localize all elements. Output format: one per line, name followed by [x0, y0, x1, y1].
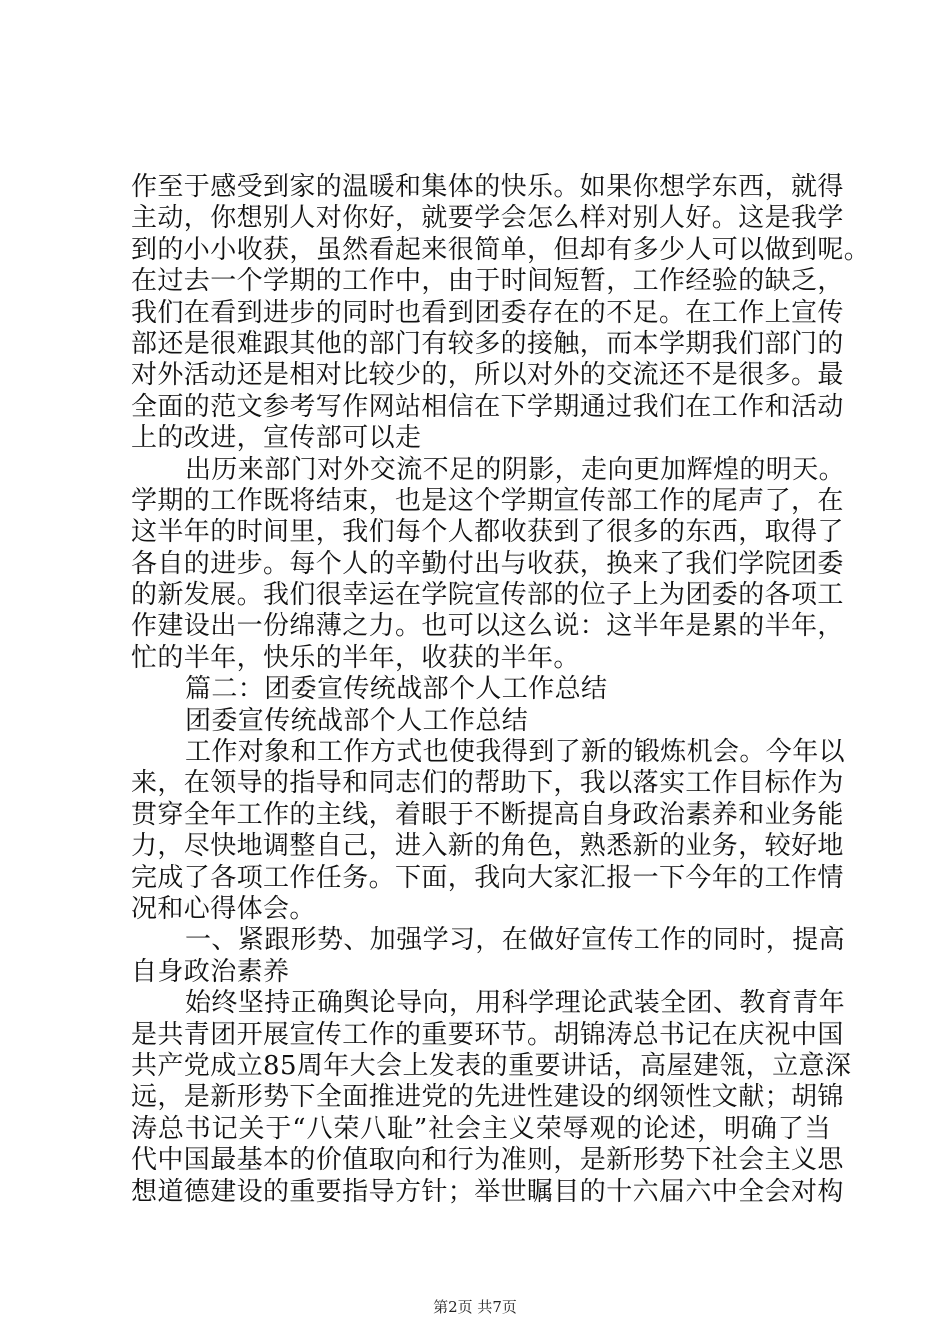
page-number-indicator: 第2页 共7页: [433, 1298, 517, 1316]
text-line: 工作对象和工作方式也使我得到了新的锻炼机会。今年以: [185, 737, 846, 768]
text-line: 在过去一个学期的工作中，由于时间短暂，工作经验的缺乏，: [131, 266, 844, 297]
text-line: 作至于感受到家的温暖和集体的快乐。如果你想学东西，就得: [131, 172, 844, 202]
text-line: 贯穿全年工作的主线，着眼于不断提高自身政治素养和业务能: [131, 799, 844, 830]
text-line: 忙的半年，快乐的半年，收获的半年。: [131, 642, 580, 673]
text-line: 完成了各项工作任务。下面，我向大家汇报一下今年的工作情: [131, 862, 844, 893]
text-line: 自身政治素养: [131, 956, 290, 987]
text-line: 这半年的时间里，我们每个人都收获到了很多的东西，取得了: [131, 517, 844, 548]
text-line: 对外活动还是相对比较少的，所以对外的交流还不是很多。最: [131, 360, 844, 391]
text-line: 作建设出一份绵薄之力。也可以这么说：这半年是累的半年，: [131, 611, 844, 642]
text-line: 来，在领导的指导和同志们的帮助下，我以落实工作目标作为: [131, 768, 844, 799]
text-line: 力，尽快地调整自己，进入新的角色，熟悉新的业务，较好地: [131, 831, 844, 862]
text-line: 远，是新形势下全面推进党的先进性建设的纲领性文献；胡锦: [131, 1082, 844, 1113]
text-line: 部还是很难跟其他的部门有较多的接触，而本学期我们部门的: [131, 328, 844, 359]
text-line: 的新发展。我们很幸运在学院宣传部的位子上为团委的各项工: [131, 580, 844, 611]
text-line: 共产党成立85周年大会上发表的重要讲话，高屋建瓴，立意深: [131, 1050, 852, 1081]
text-line: 况和心得体会。: [131, 893, 316, 924]
text-line: 一、紧跟形势、加强学习，在做好宣传工作的同时，提高: [185, 925, 846, 956]
text-line: 出历来部门对外交流不足的阴影，走向更加辉煌的明天。: [185, 454, 846, 485]
text-line: 团委宣传统战部个人工作总结: [185, 705, 529, 736]
text-line: 想道德建设的重要指导方针；举世瞩目的十六届六中全会对构: [131, 1176, 844, 1207]
page-footer: [0, 1298, 950, 1316]
text-line: 到的小小收获，虽然看起来很简单，但却有多少人可以做到呢。: [131, 234, 871, 265]
text-line: 我们在看到进步的同时也看到团委存在的不足。在工作上宣传: [131, 297, 844, 328]
text-line: 各自的进步。每个人的辛勤付出与收获，换来了我们学院团委: [131, 548, 844, 579]
text-line: 上的改进，宣传部可以走: [131, 423, 422, 454]
text-line: 代中国最基本的价值取向和行为准则，是新形势下社会主义思: [131, 1145, 844, 1176]
text-line: 全面的范文参考写作网站相信在下学期通过我们在工作和活动: [131, 391, 844, 422]
text-line: 篇二：团委宣传统战部个人工作总结: [185, 674, 608, 705]
text-line: 学期的工作既将结束，也是这个学期宣传部工作的尾声了，在: [131, 485, 844, 516]
text-line: 涛总书记关于“八荣八耻”社会主义荣辱观的论述，明确了当: [131, 1113, 831, 1144]
document-body: [131, 172, 871, 1208]
text-line: 始终坚持正确舆论导向，用科学理论武装全团、教育青年: [185, 988, 846, 1019]
text-line: 主动，你想别人对你好，就要学会怎么样对别人好。这是我学: [131, 203, 844, 234]
text-line: 是共青团开展宣传工作的重要环节。胡锦涛总书记在庆祝中国: [131, 1019, 844, 1050]
